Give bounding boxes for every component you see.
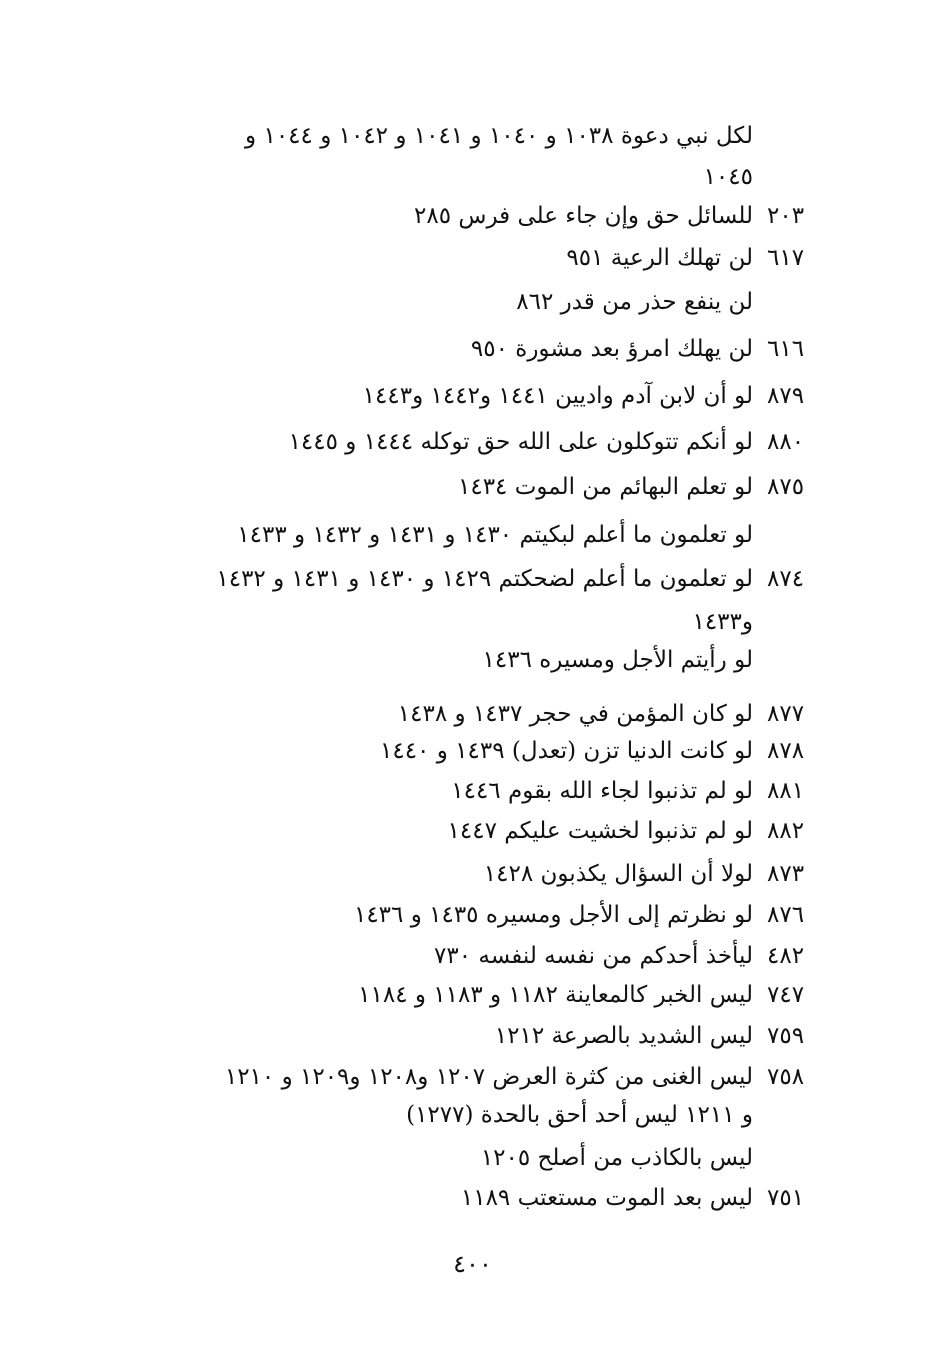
index-entry-line	[0, 811, 945, 851]
entry-number: ٧٥١	[767, 1185, 805, 1211]
entry-text: ليس بالكاذب من أصلح ١٢٠٥	[480, 1145, 753, 1171]
entry-number: ٧٥٩	[767, 1023, 805, 1049]
index-entry-line	[0, 1095, 945, 1135]
entry-text: ١٠٤٥	[703, 164, 753, 190]
entry-text: لو تعلمون ما أعلم لضحكتم ١٤٢٩ و ١٤٣٠ و ١٤٣١ و ١٤٣٢	[216, 566, 753, 592]
index-entry-line	[0, 1057, 945, 1097]
entry-text: لكل نبي دعوة ١٠٣٨ و ١٠٤٠ و ١٠٤١ و ١٠٤٢ و ١٠٤٤ و	[245, 123, 753, 149]
entry-number: ٨٧٥	[767, 474, 805, 500]
entry-text: لو لم تذنبوا لجاء الله بقوم ١٤٤٦	[451, 778, 753, 804]
entry-text: لو تعلم البهائم من الموت ١٤٣٤	[458, 474, 753, 500]
entry-text: ليس الخبر كالمعاينة ١١٨٢ و ١١٨٣ و ١١٨٤	[358, 982, 753, 1008]
index-entry-line	[0, 329, 945, 369]
entry-text: لن يهلك امرؤ بعد مشورة ٩٥٠	[470, 336, 753, 362]
index-entry-line	[0, 515, 945, 555]
entry-number: ٦١٦	[767, 336, 805, 362]
entry-text: لو كان المؤمن في حجر ١٤٣٧ و ١٤٣٨	[397, 701, 753, 727]
entry-number: ٨٧٦	[767, 902, 805, 928]
index-entry-line	[0, 196, 945, 236]
entry-text: ليس الغنى من كثرة العرض ١٢٠٧ و١٢٠٨ و١٢٠٩ و ١٢١٠	[224, 1064, 753, 1090]
entry-number: ٨٨٠	[767, 429, 805, 455]
page-number: ٤٠٠	[453, 1250, 492, 1278]
index-entry-line	[0, 936, 945, 976]
entry-number: ٧٥٨	[767, 1064, 805, 1090]
index-entry-line	[0, 282, 945, 322]
index-entry-line	[0, 854, 945, 894]
entry-number: ٤٨٢	[767, 943, 805, 969]
entry-text: لولا أن السؤال يكذبون ١٤٢٨	[483, 861, 753, 887]
index-entry-line	[0, 602, 945, 642]
entry-text: لن تهلك الرعية ٩٥١	[566, 245, 753, 271]
index-entry-line	[0, 238, 945, 278]
entry-text: و١٤٣٣	[692, 609, 753, 635]
index-entry-line	[0, 731, 945, 771]
index-entry-line	[0, 1178, 945, 1218]
index-entry-line	[0, 694, 945, 734]
index-entry-line	[0, 975, 945, 1015]
entry-number: ٧٤٧	[767, 982, 805, 1008]
entry-number: ٦١٧	[767, 245, 805, 271]
index-entry-line	[0, 467, 945, 507]
entry-number: ٨٧٤	[767, 566, 805, 592]
entry-text: لو نظرتم إلى الأجل ومسيره ١٤٣٥ و ١٤٣٦	[353, 902, 753, 928]
index-entry-line	[0, 157, 945, 197]
index-entry-line	[0, 771, 945, 811]
entry-text: لو لم تذنبوا لخشيت عليكم ١٤٤٧	[447, 818, 753, 844]
index-entry-line	[0, 116, 945, 156]
entry-text: لن ينفع حذر من قدر ٨٦٢	[516, 289, 753, 315]
entry-text: و ١٢١١ ليس أحد أحق بالحدة (١٢٧٧)	[406, 1102, 753, 1128]
entry-number: ٨٧٧	[767, 701, 805, 727]
entry-text: لو أنكم تتوكلون على الله حق توكله ١٤٤٤ و ١٤٤٥	[288, 429, 753, 455]
entry-number: ٨٨٢	[767, 818, 805, 844]
entry-number: ٢٠٣	[767, 203, 805, 229]
entry-text: لو تعلمون ما أعلم لبكيتم ١٤٣٠ و ١٤٣١ و ١٤٣٢ و ١٤٣٣	[237, 522, 753, 548]
entry-number: ٨٧٨	[767, 738, 805, 764]
entry-number: ٨٧٩	[767, 383, 805, 409]
index-entry-line	[0, 1138, 945, 1178]
entry-text: ليأخذ أحدكم من نفسه لنفسه ٧٣٠	[434, 943, 753, 969]
entry-text: للسائل حق وإن جاء على فرس ٢٨٥	[414, 203, 753, 229]
entry-number: ٨٨١	[767, 778, 805, 804]
index-entry-line	[0, 422, 945, 462]
entry-number: ٨٧٣	[767, 861, 805, 887]
index-entry-line	[0, 640, 945, 680]
index-entry-line	[0, 1016, 945, 1056]
index-entry-line	[0, 376, 945, 416]
entry-text: ليس بعد الموت مستعتب ١١٨٩	[460, 1185, 753, 1211]
index-entry-line	[0, 559, 945, 599]
index-entry-line	[0, 895, 945, 935]
entry-text: لو أن لابن آدم واديين ١٤٤١ و١٤٤٢ و١٤٤٣	[362, 383, 753, 409]
entry-text: لو رأيتم الأجل ومسيره ١٤٣٦	[482, 647, 753, 673]
entry-text: ليس الشديد بالصرعة ١٢١٢	[494, 1023, 753, 1049]
entry-text: لو كانت الدنيا تزن (تعدل) ١٤٣٩ و ١٤٤٠	[380, 738, 753, 764]
